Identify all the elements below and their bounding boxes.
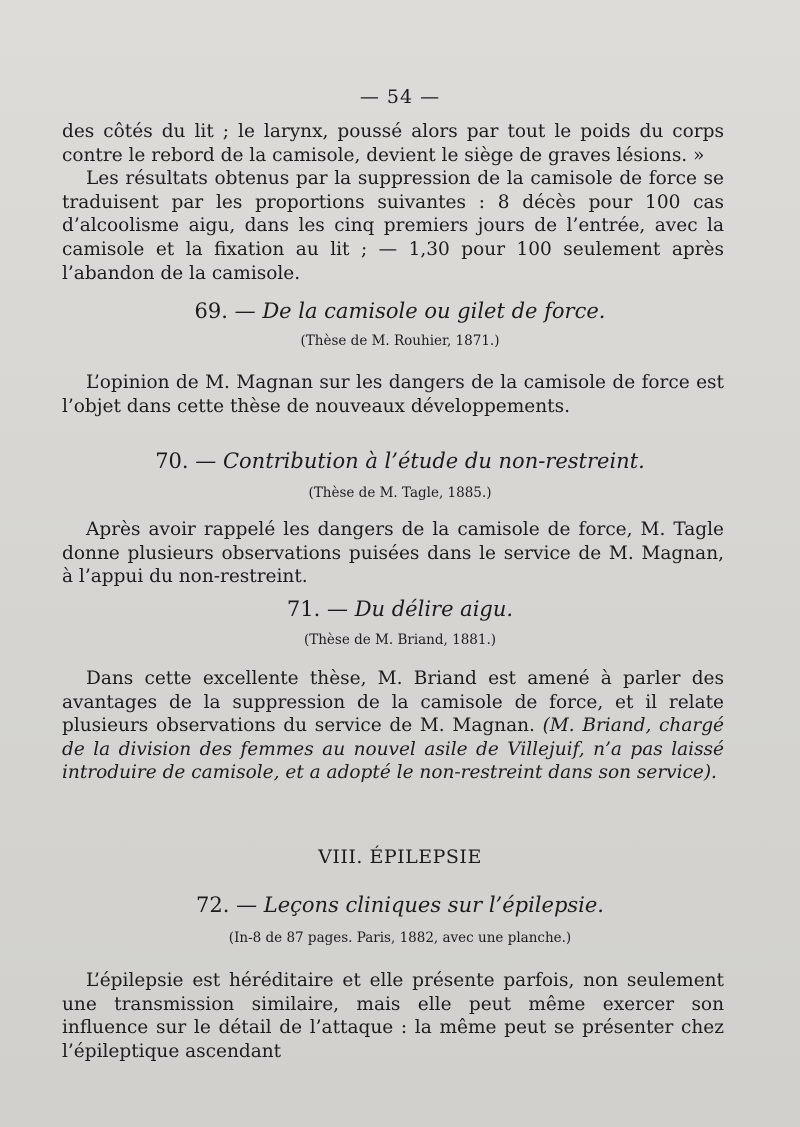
entry-69-title	[0, 299, 800, 323]
entry-69-heading: — De la camisole ou gilet de force.	[234, 299, 606, 323]
entry-69-body	[62, 371, 724, 418]
entry-72-title	[0, 893, 800, 917]
page-number: — 54 —	[359, 86, 441, 108]
entry-69-citation: (Thèse de M. Rouhier, 1871.)	[300, 333, 500, 349]
paragraph-5-text: Dans cette excellente thèse, M. Briand est amené à parler des avantages de la suppression de la camisole de force, et il relate plusieurs observations du service de M. Magnan.	[62, 668, 724, 737]
entry-72-heading: — Leçons cliniques sur l’épilepsie.	[236, 893, 604, 917]
paragraph-5	[62, 667, 724, 785]
entry-70-number: 70.	[155, 449, 189, 473]
paragraph-3: L’opinion de M. Magnan sur les dangers de la camisole de force est l’objet dans cette thèse de nouveaux développements.	[62, 372, 724, 417]
paragraph-2: Les résultats obtenus par la suppression de la camisole de force se traduisent par les proportions suivantes : 8 décès pour 100 cas d’alcoolisme aigu, dans les cinq premiers jours de l’entrée, avec la camisole et la fixation au lit ; — 1,30 pour 100 seulement après l’abandon de la camisole.	[62, 168, 724, 284]
entry-71-number: 71.	[286, 597, 321, 621]
entry-72-body	[62, 969, 724, 1063]
entry-71-citation: (Thèse de M. Briand, 1881.)	[303, 632, 497, 648]
entry-72-citation: (In-8 de 87 pages. Paris, 1882, avec une planche.)	[228, 930, 572, 946]
paragraph-1: des côtés du lit ; le larynx, poussé alors par tout le poids du corps contre le rebord de la camisole, devient le siège de graves lésions. »	[62, 121, 724, 166]
entry-71-body	[62, 667, 724, 785]
paragraph-4: Après avoir rappelé les dangers de la camisole de force, M. Tagle donne plusieurs observations puisées dans le service de M. Magnan, à l’appui du non-restreint.	[62, 519, 724, 588]
entry-70-citation: (Thèse de M. Tagle, 1885.)	[308, 485, 492, 501]
entry-72-number: 72.	[196, 893, 230, 917]
paragraph-continuation	[62, 120, 724, 285]
entry-70-body	[62, 518, 724, 589]
entry-70-heading: — Contribution à l’étude du non-restreint.	[195, 449, 645, 473]
paragraph-6: L’épilepsie est héréditaire et elle présente parfois, non seulement une transmission similaire, mais elle peut même exercer son influence sur le détail de l’attaque : la même peut se présenter chez l’épileptique ascendant	[62, 970, 724, 1062]
entry-71-title	[0, 597, 800, 621]
entry-69-number: 69.	[194, 299, 228, 323]
section-heading: VIII. ÉPILEPSIE	[318, 846, 482, 868]
entry-70-title	[0, 449, 800, 473]
entry-71-heading: — Du délire aigu.	[327, 597, 514, 621]
paragraph-5-italic: (M. Briand, chargé de la division des femmes au nouvel asile de Villejuif, n’a pas laissé introduire de camisole, et a adopté le non-restreint dans son service).	[62, 715, 724, 784]
